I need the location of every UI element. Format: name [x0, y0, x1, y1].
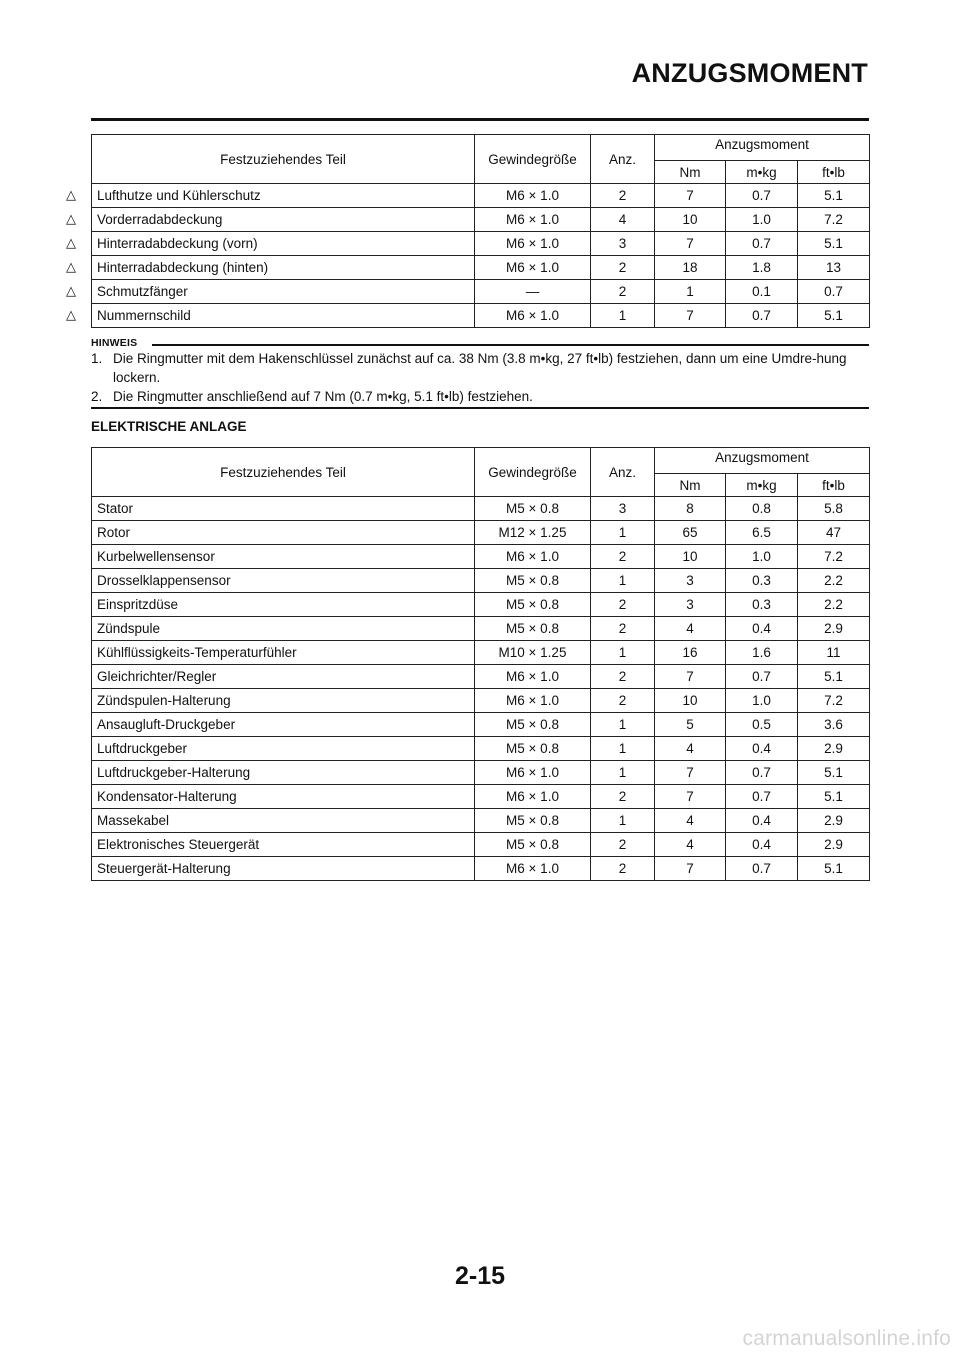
warning-triangle-icon: △ [66, 187, 76, 202]
cell-part: Kühlflüssigkeits-Temperaturfühler [92, 641, 475, 665]
cell-nm: 3 [655, 593, 726, 617]
table-row [92, 617, 870, 641]
cell-nm: 65 [655, 521, 726, 545]
cell-qty: 2 [591, 833, 655, 857]
col-header-thread: Gewindegröße [475, 135, 591, 184]
col-header-thread: Gewindegröße [475, 448, 591, 497]
warning-triangle-icon: △ [66, 307, 76, 322]
col-header-qty: Anz. [591, 135, 655, 184]
cell-qty: 1 [591, 737, 655, 761]
col-header-ftlb: ft•lb [798, 161, 870, 184]
cell-thread: M6 × 1.0 [475, 208, 591, 232]
table-row [92, 184, 870, 208]
cell-mkg: 6.5 [726, 521, 798, 545]
cell-thread: M6 × 1.0 [475, 232, 591, 256]
cell-part: Hinterradabdeckung (hinten) [92, 256, 475, 280]
table-row [92, 833, 870, 857]
table-row [92, 545, 870, 569]
cell-qty: 1 [591, 641, 655, 665]
cell-mkg: 0.3 [726, 569, 798, 593]
cell-nm: 18 [655, 256, 726, 280]
cell-part: Rotor [92, 521, 475, 545]
section-title-electric: ELEKTRISCHE ANLAGE [91, 419, 247, 434]
col-header-nm: Nm [655, 161, 726, 184]
cell-qty: 1 [591, 761, 655, 785]
cell-part: Schmutzfänger [92, 280, 475, 304]
cell-thread: M6 × 1.0 [475, 304, 591, 328]
cell-qty: 2 [591, 665, 655, 689]
cell-nm: 10 [655, 689, 726, 713]
table-row [92, 713, 870, 737]
note-end-divider [91, 407, 869, 409]
table-row [92, 497, 870, 521]
title-divider [91, 118, 869, 121]
cell-qty: 2 [591, 545, 655, 569]
cell-nm: 10 [655, 208, 726, 232]
table-row [92, 569, 870, 593]
table-row [92, 208, 870, 232]
col-header-ftlb: ft•lb [798, 474, 870, 497]
cell-nm: 7 [655, 665, 726, 689]
cell-nm: 4 [655, 737, 726, 761]
cell-thread: M10 × 1.25 [475, 641, 591, 665]
col-header-torque: Anzugsmoment [655, 448, 870, 474]
cell-nm: 10 [655, 545, 726, 569]
cell-thread: M5 × 0.8 [475, 593, 591, 617]
cell-thread: — [475, 280, 591, 304]
cell-part: Elektronisches Steuergerät [92, 833, 475, 857]
warning-triangle-icon: △ [66, 259, 76, 274]
cell-ftlb: 2.9 [798, 617, 870, 641]
cell-part: Kondensator-Halterung [92, 785, 475, 809]
cell-qty: 2 [591, 593, 655, 617]
cell-part: Luftdruckgeber-Halterung [92, 761, 475, 785]
cell-thread: M5 × 0.8 [475, 713, 591, 737]
cell-qty: 1 [591, 569, 655, 593]
note-item-text: Die Ringmutter anschließend auf 7 Nm (0.7 m•kg, 5.1 ft•lb) festziehen. [113, 389, 533, 404]
note-item-number: 1. [91, 351, 103, 366]
table-row [92, 857, 870, 881]
cell-thread: M6 × 1.0 [475, 184, 591, 208]
cell-mkg: 0.4 [726, 617, 798, 641]
cell-thread: M6 × 1.0 [475, 256, 591, 280]
cell-nm: 4 [655, 833, 726, 857]
table-row [92, 737, 870, 761]
cell-nm: 4 [655, 617, 726, 641]
cell-mkg: 0.8 [726, 497, 798, 521]
warning-triangle-icon: △ [66, 235, 76, 250]
cell-mkg: 1.0 [726, 208, 798, 232]
cell-nm: 7 [655, 232, 726, 256]
cell-part: Hinterradabdeckung (vorn) [92, 232, 475, 256]
cell-ftlb: 5.1 [798, 785, 870, 809]
warning-triangle-icon: △ [66, 211, 76, 226]
table-row [92, 809, 870, 833]
cell-nm: 16 [655, 641, 726, 665]
cell-qty: 4 [591, 208, 655, 232]
cell-qty: 1 [591, 304, 655, 328]
cell-nm: 5 [655, 713, 726, 737]
cell-nm: 4 [655, 809, 726, 833]
cell-qty: 2 [591, 785, 655, 809]
note-item [91, 349, 869, 387]
cell-thread: M5 × 0.8 [475, 809, 591, 833]
cell-mkg: 0.7 [726, 785, 798, 809]
cell-ftlb: 5.1 [798, 184, 870, 208]
note-list [91, 349, 869, 406]
cell-ftlb: 5.8 [798, 497, 870, 521]
cell-mkg: 0.7 [726, 232, 798, 256]
col-header-torque: Anzugsmoment [655, 135, 870, 161]
col-header-mkg: m•kg [726, 474, 798, 497]
cell-nm: 7 [655, 857, 726, 881]
cell-ftlb: 2.2 [798, 593, 870, 617]
cell-ftlb: 11 [798, 641, 870, 665]
cell-qty: 2 [591, 617, 655, 641]
cell-part: Gleichrichter/Regler [92, 665, 475, 689]
cell-qty: 2 [591, 256, 655, 280]
cell-mkg: 0.7 [726, 665, 798, 689]
cell-mkg: 1.0 [726, 689, 798, 713]
table-row [92, 665, 870, 689]
cell-qty: 2 [591, 689, 655, 713]
watermark: carmanualsonline.info [742, 1327, 951, 1350]
warning-triangle-icon: △ [66, 283, 76, 298]
cell-ftlb: 7.2 [798, 689, 870, 713]
cell-thread: M5 × 0.8 [475, 737, 591, 761]
cell-mkg: 0.1 [726, 280, 798, 304]
electric-torque-table [91, 447, 870, 881]
cell-ftlb: 2.9 [798, 809, 870, 833]
cell-ftlb: 5.1 [798, 304, 870, 328]
table-row [92, 304, 870, 328]
table-row [92, 689, 870, 713]
cell-nm: 1 [655, 280, 726, 304]
cell-ftlb: 5.1 [798, 857, 870, 881]
cell-mkg: 0.7 [726, 304, 798, 328]
cell-ftlb: 5.1 [798, 665, 870, 689]
cell-qty: 2 [591, 280, 655, 304]
cell-thread: M5 × 0.8 [475, 617, 591, 641]
cell-part: Kurbelwellensensor [92, 545, 475, 569]
cell-mkg: 0.4 [726, 737, 798, 761]
cell-qty: 3 [591, 497, 655, 521]
cell-qty: 1 [591, 713, 655, 737]
cell-nm: 8 [655, 497, 726, 521]
cell-ftlb: 2.9 [798, 737, 870, 761]
page-title: ANZUGSMOMENT [631, 58, 868, 88]
cell-part: Massekabel [92, 809, 475, 833]
col-header-part: Festzuziehendes Teil [92, 135, 475, 184]
cell-part: Zündspule [92, 617, 475, 641]
cell-thread: M12 × 1.25 [475, 521, 591, 545]
cell-nm: 7 [655, 785, 726, 809]
cell-qty: 1 [591, 809, 655, 833]
table-row [92, 761, 870, 785]
note-divider [152, 344, 869, 346]
cell-mkg: 0.7 [726, 857, 798, 881]
cell-thread: M5 × 0.8 [475, 497, 591, 521]
cell-part: Steuergerät-Halterung [92, 857, 475, 881]
cell-mkg: 0.4 [726, 833, 798, 857]
cell-part: Ansaugluft-Druckgeber [92, 713, 475, 737]
cell-thread: M6 × 1.0 [475, 665, 591, 689]
cell-ftlb: 7.2 [798, 208, 870, 232]
cell-part: Einspritzdüse [92, 593, 475, 617]
cell-mkg: 1.8 [726, 256, 798, 280]
cell-thread: M6 × 1.0 [475, 545, 591, 569]
col-header-qty: Anz. [591, 448, 655, 497]
cell-thread: M5 × 0.8 [475, 833, 591, 857]
cell-mkg: 0.7 [726, 761, 798, 785]
page-number: 2-15 [454, 1262, 506, 1290]
cell-nm: 7 [655, 304, 726, 328]
cell-part: Nummernschild [92, 304, 475, 328]
note-heading: HINWEIS [91, 337, 138, 349]
cell-ftlb: 0.7 [798, 280, 870, 304]
cell-ftlb: 7.2 [798, 545, 870, 569]
cell-part: Luftdruckgeber [92, 737, 475, 761]
col-header-mkg: m•kg [726, 161, 798, 184]
cell-ftlb: 13 [798, 256, 870, 280]
cell-ftlb: 2.2 [798, 569, 870, 593]
table-row [92, 593, 870, 617]
note-item-number: 2. [91, 389, 103, 404]
cell-ftlb: 5.1 [798, 761, 870, 785]
col-header-nm: Nm [655, 474, 726, 497]
cell-ftlb: 3.6 [798, 713, 870, 737]
cell-ftlb: 2.9 [798, 833, 870, 857]
cell-part: Stator [92, 497, 475, 521]
cell-qty: 2 [591, 857, 655, 881]
cell-mkg: 1.0 [726, 545, 798, 569]
note-item [91, 387, 869, 406]
table-row [92, 256, 870, 280]
body-torque-table [91, 134, 870, 328]
cell-thread: M5 × 0.8 [475, 569, 591, 593]
cell-thread: M6 × 1.0 [475, 857, 591, 881]
cell-mkg: 1.6 [726, 641, 798, 665]
cell-part: Vorderradabdeckung [92, 208, 475, 232]
note-item-text: Die Ringmutter mit dem Hakenschlüssel zunächst auf ca. 38 Nm (3.8 m•kg, 27 ft•lb) festziehen, dann um eine Umdre-hung lockern. [113, 351, 847, 385]
cell-ftlb: 5.1 [798, 232, 870, 256]
cell-mkg: 0.7 [726, 184, 798, 208]
table-row [92, 232, 870, 256]
cell-thread: M6 × 1.0 [475, 689, 591, 713]
cell-mkg: 0.3 [726, 593, 798, 617]
cell-nm: 7 [655, 761, 726, 785]
cell-qty: 1 [591, 521, 655, 545]
col-header-part: Festzuziehendes Teil [92, 448, 475, 497]
cell-nm: 3 [655, 569, 726, 593]
table-row [92, 785, 870, 809]
cell-part: Zündspulen-Halterung [92, 689, 475, 713]
table-row [92, 280, 870, 304]
cell-mkg: 0.5 [726, 713, 798, 737]
cell-ftlb: 47 [798, 521, 870, 545]
cell-part: Lufthutze und Kühlerschutz [92, 184, 475, 208]
cell-nm: 7 [655, 184, 726, 208]
cell-thread: M6 × 1.0 [475, 785, 591, 809]
cell-qty: 2 [591, 184, 655, 208]
cell-thread: M6 × 1.0 [475, 761, 591, 785]
table-row [92, 521, 870, 545]
cell-mkg: 0.4 [726, 809, 798, 833]
table-row [92, 641, 870, 665]
cell-qty: 3 [591, 232, 655, 256]
cell-part: Drosselklappensensor [92, 569, 475, 593]
